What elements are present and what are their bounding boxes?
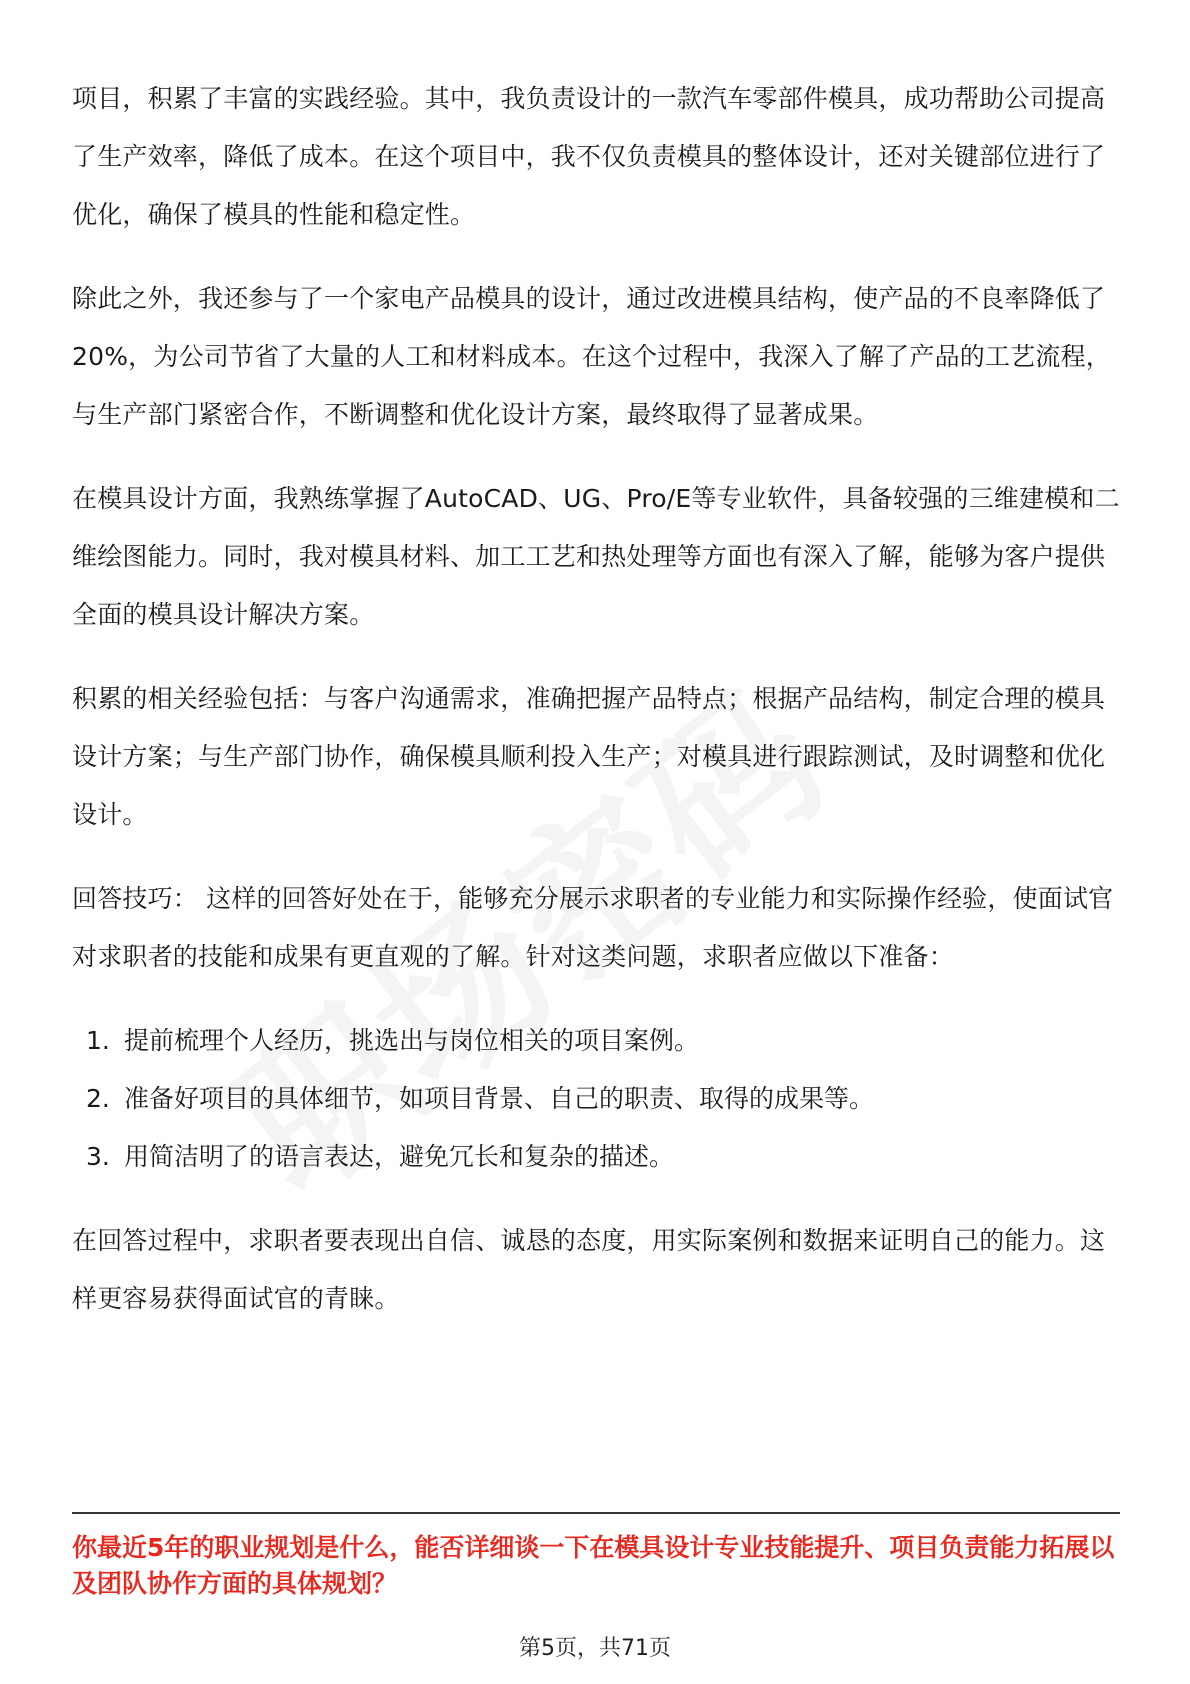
list-item [72, 1128, 1120, 1186]
paragraph-1: 项目，积累了丰富的实践经验。其中，我负责设计的一款汽车零部件模具，成功帮助公司提高了生产效率，降低了成本。在这个项目中，我不仅负责模具的整体设计，还对关键部位进行了优化，确保了模具的性能和稳定性。 [72, 84, 1106, 229]
section-divider [72, 1512, 1120, 1514]
page-footer: 第5页，共71页 [519, 1636, 671, 1661]
next-question-heading: 你最近5年的职业规划是什么，能否详细谈一下在模具设计专业技能提升、项目负责能力拓展以及团队协作方面的具体规划？ [72, 1533, 1115, 1598]
list-item-text: 准备好项目的具体细节，如项目背景、自己的职责、取得的成果等。 [124, 1084, 875, 1113]
paragraph-4: 积累的相关经验包括：与客户沟通需求，准确把握产品特点；根据产品结构，制定合理的模具设计方案；与生产部门协作，确保模具顺利投入生产；对模具进行跟踪测试，及时调整和优化设计。 [72, 684, 1106, 829]
document-body [72, 70, 1120, 1354]
tips-list [72, 1012, 1120, 1186]
list-item-number: 1. [86, 1026, 110, 1055]
list-item-text: 用简洁明了的语言表达，避免冗长和复杂的描述。 [124, 1142, 675, 1171]
list-item-text: 提前梳理个人经历，挑选出与岗位相关的项目案例。 [124, 1026, 700, 1055]
closing-paragraph: 在回答过程中，求职者要表现出自信、诚恳的态度，用实际案例和数据来证明自己的能力。这样更容易获得面试官的青睐。 [72, 1226, 1106, 1313]
list-item-number: 3. [86, 1142, 110, 1171]
paragraph-answer-tips: 回答技巧： 这样的回答好处在于，能够充分展示求职者的专业能力和实际操作经验，使面试官对求职者的技能和成果有更直观的了解。针对这类问题，求职者应做以下准备： [72, 884, 1114, 971]
list-item [72, 1070, 1120, 1128]
list-item-number: 2. [86, 1084, 110, 1113]
paragraph-2: 除此之外，我还参与了一个家电产品模具的设计，通过改进模具结构，使产品的不良率降低了20%，为公司节省了大量的人工和材料成本。在这个过程中，我深入了解了产品的工艺流程，与生产部门紧密合作，不断调整和优化设计方案，最终取得了显著成果。 [72, 284, 1111, 429]
paragraph-3: 在模具设计方面，我熟练掌握了AutoCAD、UG、Pro/E等专业软件，具备较强的三维建模和二维绘图能力。同时，我对模具材料、加工工艺和热处理等方面也有深入了解，能够为客户提供全面的模具设计解决方案。 [72, 484, 1120, 629]
list-item [72, 1012, 1120, 1070]
